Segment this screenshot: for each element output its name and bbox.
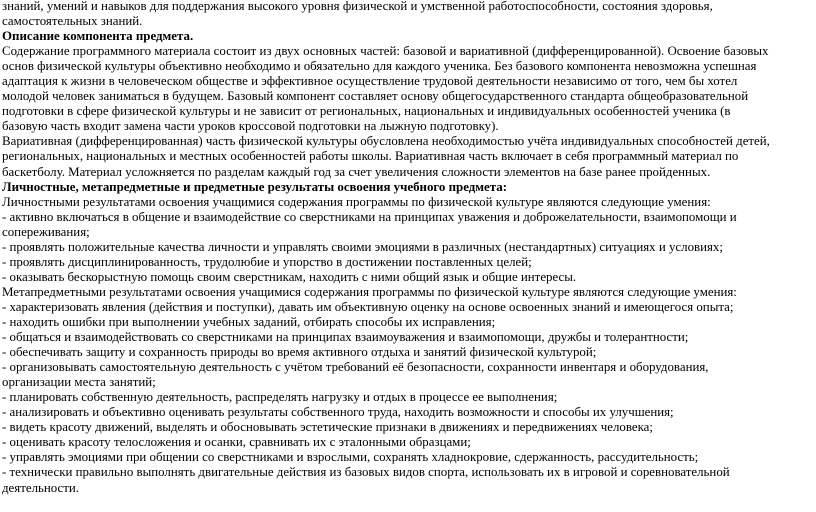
text-line: - планировать собственную деятельность, распределять нагрузку и отдых в процессе ее выполнения; [2,390,558,405]
text-line: региональных, национальных и местных особенностей работы школы. Вариативная часть включает в себя программный материал по [2,149,739,164]
text-line: знаний, умений и навыков для поддержания высокого уровня физической и умственной работоспособности, состояния здоровья, [2,0,713,13]
text-line: адаптация к жизни в человеческом обществе и эффективное осуществление трудовой деятельности независимо от того, чем бы хотел [2,74,738,89]
section-heading: Описание компонента предмета. [2,29,194,44]
text-line: - видеть красоту движений, выделять и обосновывать эстетические признаки в движениях и передвижениях человека; [2,420,653,435]
text-line: молодой человек заниматься в будущем. Базовый компонент составляет основу общегосударственного стандарта общеобразовательной [2,89,749,104]
text-line: - анализировать и объективно оценивать результаты собственного труда, находить возможности и способы их улучшения; [2,405,674,420]
text-line: баскетболу. Материал усложняется по разделам каждый год за счет увеличения сложности элементов на базе ранее пройденных. [2,164,711,179]
text-line: базовую часть входит замена части уроков кроссовой подготовки на лыжную подготовку). [2,119,499,134]
text-line: - организовывать самостоятельную деятельность с учётом требований её безопасности, сохранности инвентаря и оборудования, [2,360,709,375]
text-line: - обеспечивать защиту и сохранность природы во время активного отдыха и занятий физической культурой; [2,345,597,360]
document-page [2,0,810,496]
text-line: Метапредметными результатами освоения учащимися содержания программы по физической культуре являются следующие умения: [2,284,737,299]
text-line: самостоятельных знаний. [2,14,143,29]
text-line: организации места занятий; [2,375,156,390]
section-heading: Личностные, метапредметные и предметные результаты освоения учебного предмета: [2,179,507,194]
text-line: Личностными результатами освоения учащимися содержания программы по физической культуре являются следующие умения: [2,194,711,209]
text-line: - общаться и взаимодействовать со сверстниками на принципах взаимоуважения и взаимопомощи, дружбы и толерантности; [2,330,689,345]
text-line: - управлять эмоциями при общении со сверстниками и взрослыми, сохранять хладнокровие, сдержанность, рассудительность; [2,450,699,465]
text-line: Содержание программного материала состоит из двух основных частей: базовой и вариативной (дифференцированной). Освоение базовых [2,44,769,59]
text-line: - оказывать бескорыстную помощь своим сверстникам, находить с ними общий язык и общие интересы. [2,269,577,284]
text-line: - технически правильно выполнять двигательные действия из базовых видов спорта, использовать их в игровой и соревновательной [2,465,730,480]
text-line: сопереживания; [2,224,90,239]
text-line: Вариативная (дифференцированная) часть физической культуры обусловлена необходимостью учёта индивидуальных способностей детей, [2,134,770,149]
text-line: - активно включаться в общение и взаимодействие со сверстниками на принципах уважения и доброжелательности, взаимопомощи и [2,209,737,224]
text-line: основ физической культуры объективно необходимо и обязательно для каждого ученика. Без базового компонента невозможна успешная [2,59,757,74]
text-line: - проявлять дисциплинированность, трудолюбие и упорство в достижении поставленных целей; [2,254,532,269]
text-line: подготовки в сфере физической культуры и не зависит от региональных, национальных и индивидуальных особенностей ученика (в [2,104,731,119]
text-line: - проявлять положительные качества личности и управлять своими эмоциями в различных (нестандартных) ситуациях и условиях; [2,239,723,254]
text-line: - оценивать красоту телосложения и осанки, сравнивать их с эталонными образцами; [2,435,471,450]
text-line: - находить ошибки при выполнении учебных заданий, отбирать способы их исправления; [2,314,496,329]
text-line: - характеризовать явления (действия и поступки), давать им объективную оценку на основе освоенных знаний и имеющегося опыта; [2,299,734,314]
text-line: деятельности. [2,480,80,495]
